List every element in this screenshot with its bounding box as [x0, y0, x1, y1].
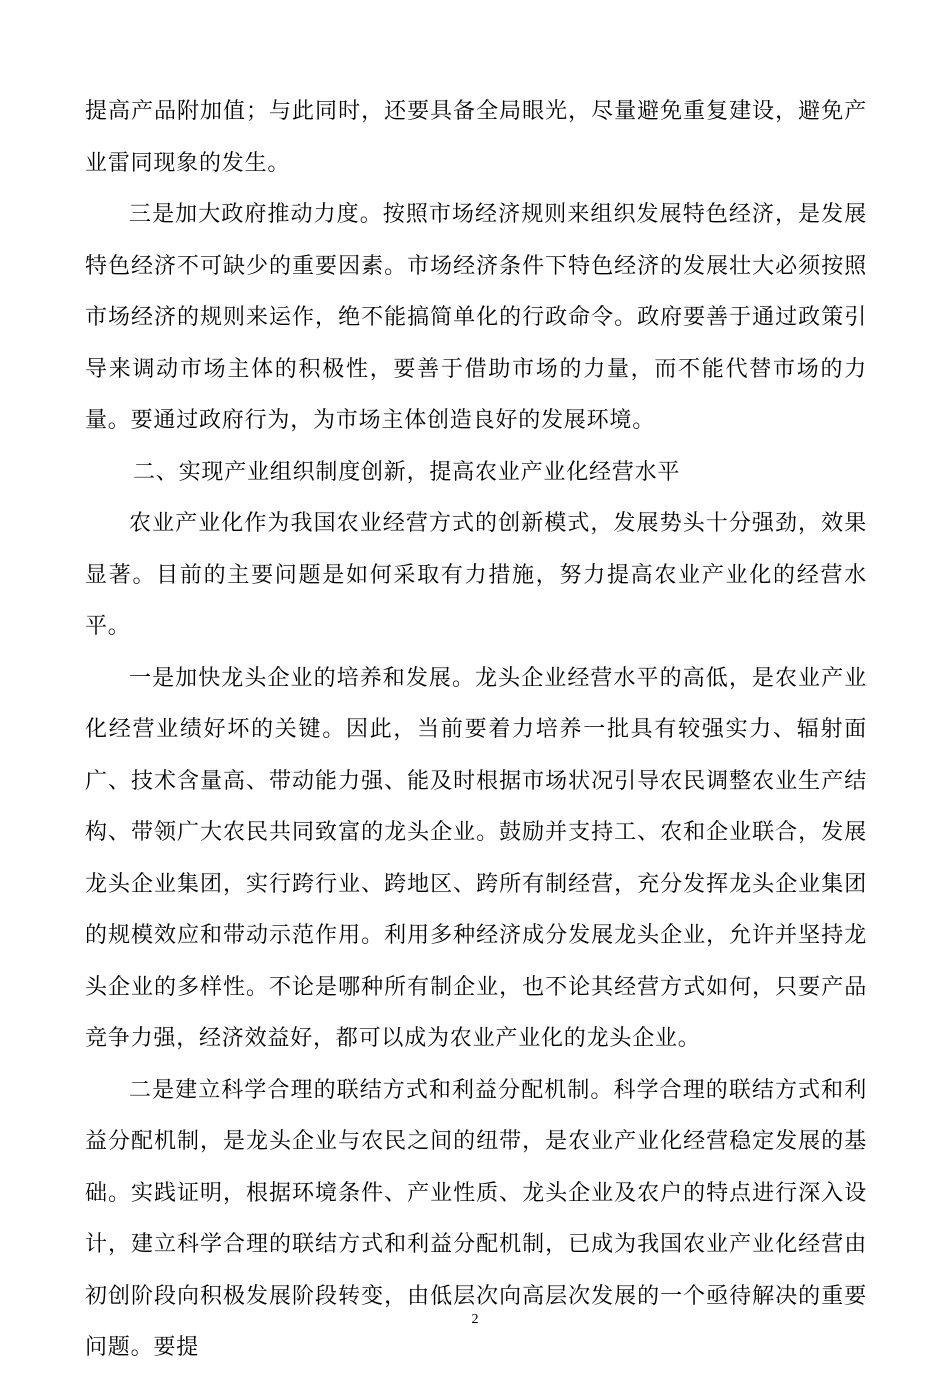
- page-number: 2: [471, 1312, 479, 1327]
- document-body: [85, 86, 867, 1374]
- paragraph-benefit-mechanism: 二是建立科学合理的联结方式和利益分配机制。科学合理的联结方式和利益分配机制，是龙头企业与农民之间的纽带，是农业产业化经营稳定发展的基础。实践证明，根据环境条件、产业性质、龙头企业及农户的特点进行深入设计，建立科学合理的联结方式和利益分配机制，已成为我国农业产业化经营由初创阶段向积极发展阶段转变，由低层次向高层次发展的一个亟待解决的重要问题。要提: [85, 1077, 867, 1360]
- paragraph-government-promotion: 三是加大政府推动力度。按照市场经济规则来组织发展特色经济，是发展特色经济不可缺少的重要因素。市场经济条件下特色经济的发展壮大必须按照市场经济的规则来运作，绝不能搞简单化的行政命令。政府要善于通过政策引导来调动市场主体的积极性，要善于借助市场的力量，而不能代替市场的力量。要通过政府行为，为市场主体创造良好的发展环境。: [85, 202, 867, 433]
- paragraph-leading-enterprises: 一是加快龙头企业的培养和发展。龙头企业经营水平的高低，是农业产业化经营业绩好坏的关键。因此，当前要着力培养一批具有较强实力、辐射面广、技术含量高、带动能力强、能及时根据市场状况引导农民调整农业生产结构、带领广大农民共同致富的龙头企业。鼓励并支持工、农和企业联合，发展龙头企业集团，实行跨行业、跨地区、跨所有制经营，充分发挥龙头企业集团的规模效应和带动示范作用。利用多种经济成分发展龙头企业，允许并坚持龙头企业的多样性。不论是哪种所有制企业，也不论其经营方式如何，只要产品竞争力强，经济效益好，都可以成为农业产业化的龙头企业。: [85, 665, 867, 1051]
- paragraph-industrialization-intro: 农业产业化作为我国农业经营方式的创新模式，发展势头十分强劲，效果显著。目前的主要问题是如何采取有力措施，努力提高农业产业化的经营水平。: [85, 511, 867, 639]
- section-heading: 二、实现产业组织制度创新，提高农业产业化经营水平: [133, 459, 681, 485]
- paragraph-continuation: 提高产品附加值；与此同时，还要具备全局眼光，尽量避免重复建设，避免产业雷同现象的发生。: [85, 99, 867, 176]
